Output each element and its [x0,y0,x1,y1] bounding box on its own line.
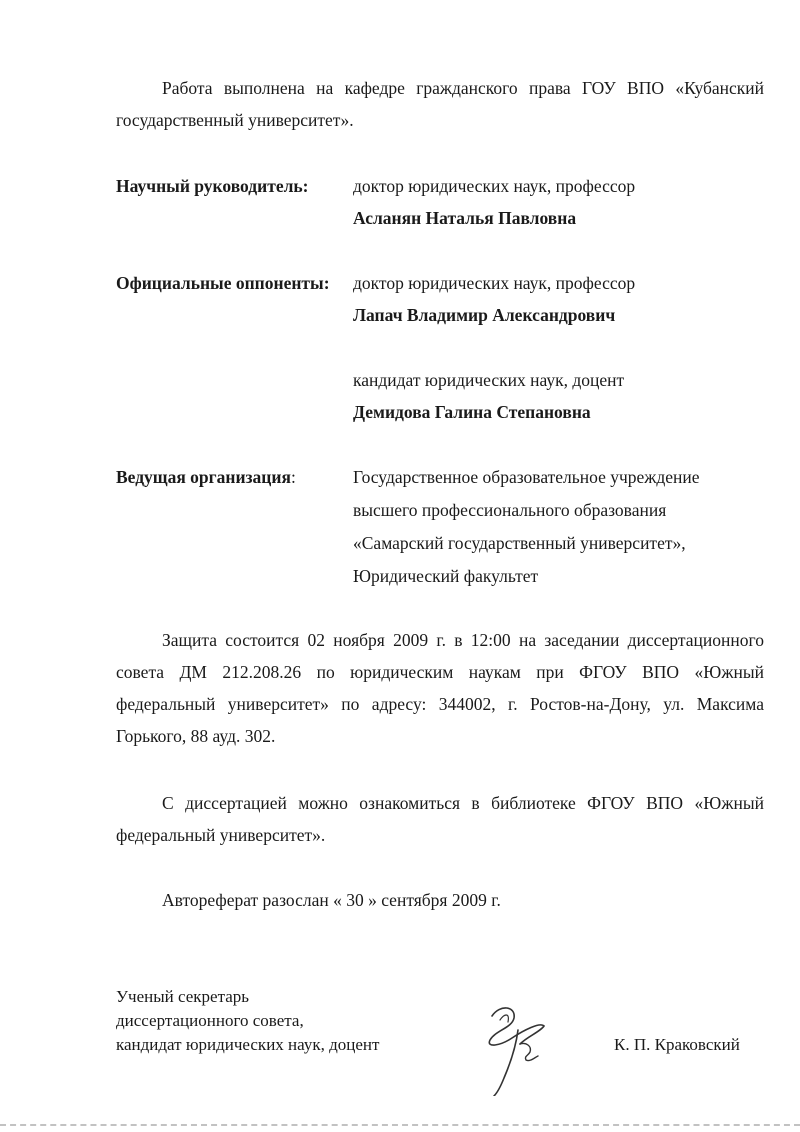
secretary-title-line-1: Ученый секретарь [116,987,250,1006]
lead-org-line-3: «Самарский государственный университет», [353,533,686,553]
scan-bottom-edge [0,1124,800,1129]
lead-org-line-1: Государственное образовательное учреждение [353,467,700,487]
opponent-1-degree: доктор юридических наук, профессор [353,273,636,293]
handwritten-signature-icon [470,1000,560,1096]
opponent-2-degree: кандидат юридических наук, доцент [353,370,625,390]
lead-org-line-4: Юридический факультет [353,566,539,586]
intro-paragraph: Работа выполнена на кафедре гражданского права ГОУ ВПО «Кубанский государственный университет». [116,78,764,130]
secretary-title-line-3: кандидат юридических наук, доцент [116,1035,380,1054]
secretary-name: К. П. Краковский [614,1035,740,1054]
lead-org-label-colon: : [290,467,296,487]
sent-date-paragraph: Автореферат разослан « 30 » сентября 2009 г. [162,890,501,910]
supervisor-degree: доктор юридических наук, профессор [353,176,636,196]
defense-paragraph: Защита состоится 02 ноября 2009 г. в 12:00 на заседании диссертационного совета ДМ 212.208.26 по юридическим наукам при ФГОУ ВПО «Южный федеральный университет» по адресу: 344002, г. Ростов-на-Дону, ул. Максима Горького, 88 ауд. 302. [116,630,764,746]
lead-org-line-2: высшего профессионального образования [353,500,667,520]
opponent-1-name: Лапач Владимир Александрович [353,305,616,325]
supervisor-name: Асланян Наталья Павловна [353,208,577,228]
secretary-title-block [116,985,379,1057]
opponent-2-name: Демидова Галина Степановна [353,402,591,422]
lead-org-label-text: Ведущая организация [116,467,291,487]
opponents-label: Официальные оппоненты: [116,273,330,293]
supervisor-label: Научный руководитель: [116,176,309,196]
secretary-title-line-2: диссертационного совета, [116,1011,304,1030]
library-paragraph: С диссертацией можно ознакомиться в библиотеке ФГОУ ВПО «Южный федеральный университет». [116,793,764,845]
lead-org-label [116,461,296,493]
